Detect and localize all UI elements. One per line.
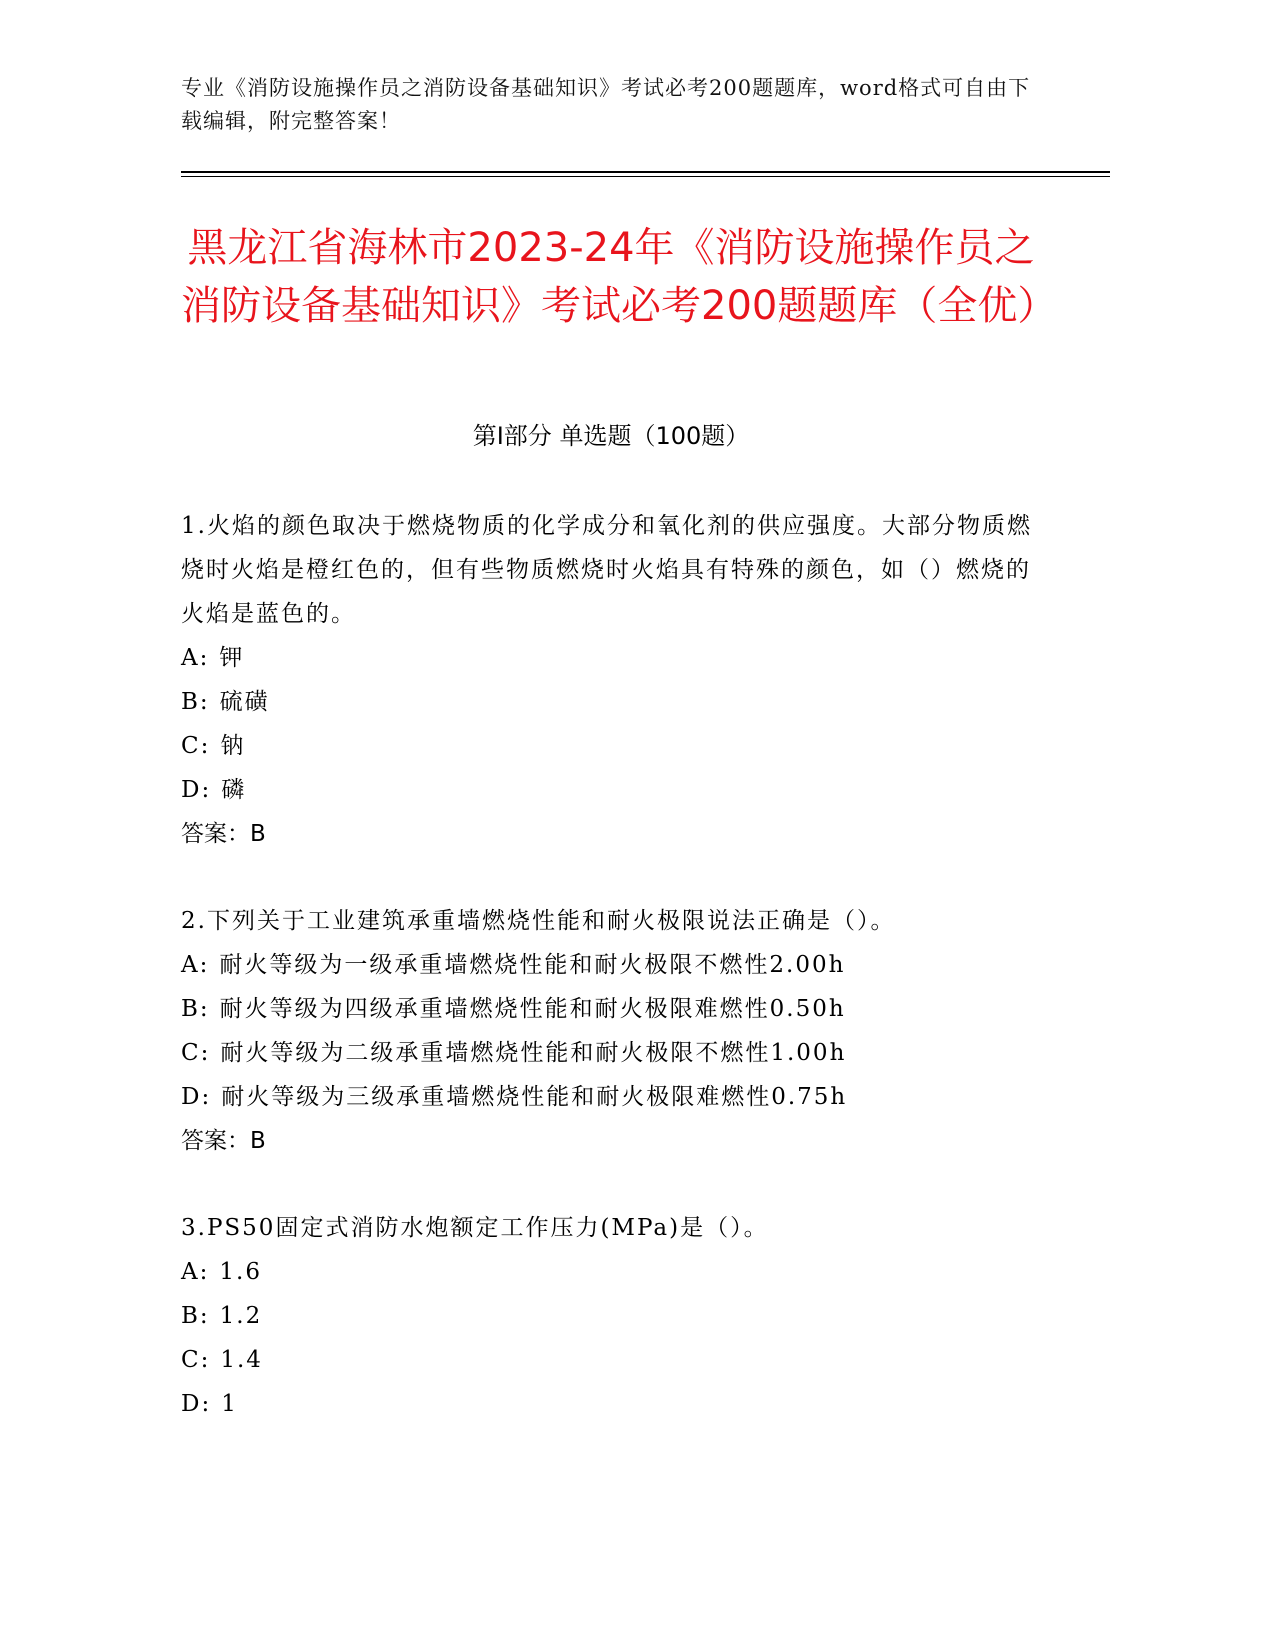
option-text: 1.6 <box>219 1259 262 1285</box>
question-stem: 3.PS50固定式消防水炮额定工作压力(MPa)是（）。 <box>181 1215 769 1241</box>
option-separator: : <box>201 777 212 803</box>
question-list <box>181 504 1041 1469</box>
option-letter: A <box>181 645 200 671</box>
option-text: 磷 <box>221 777 247 803</box>
option-b <box>181 987 1041 1031</box>
question-stem: 2.下列关于工业建筑承重墙燃烧性能和耐火极限说法正确是（）。 <box>181 908 896 934</box>
header-rule-thin <box>181 176 1110 177</box>
option-separator: : <box>201 1391 212 1417</box>
header-rule-thick <box>181 171 1110 173</box>
option-separator: : <box>200 733 211 759</box>
option-text: 耐火等级为四级承重墙燃烧性能和耐火极限难燃性0.50h <box>219 996 846 1022</box>
option-separator: : <box>200 1347 211 1373</box>
option-text: 1.4 <box>220 1347 263 1373</box>
header-note: 专业《消防设施操作员之消防设备基础知识》考试必考200题题库，word格式可自由下载编辑，附完整答案！ <box>181 76 1031 133</box>
question-3 <box>181 1206 1041 1426</box>
option-letter: B <box>181 689 200 715</box>
option-separator: : <box>199 996 210 1022</box>
option-a <box>181 636 1041 680</box>
option-separator: : <box>199 1259 210 1285</box>
option-text: 1 <box>221 1391 238 1417</box>
option-separator: : <box>199 689 210 715</box>
option-letter: A <box>181 952 200 978</box>
question-1 <box>181 504 1041 856</box>
option-letter: A <box>181 1259 200 1285</box>
section-heading: 第Ⅰ部分 单选题（100题） <box>472 422 750 450</box>
option-letter: B <box>181 996 200 1022</box>
option-text: 钠 <box>220 733 246 759</box>
option-b <box>181 1294 1041 1338</box>
option-text: 耐火等级为三级承重墙燃烧性能和耐火极限难燃性0.75h <box>221 1084 848 1110</box>
option-d <box>181 1075 1041 1119</box>
question-2 <box>181 899 1041 1163</box>
option-text: 硫磺 <box>219 689 270 715</box>
option-d <box>181 1382 1041 1426</box>
option-text: 耐火等级为一级承重墙燃烧性能和耐火极限不燃性2.00h <box>219 952 846 978</box>
option-separator: : <box>199 952 210 978</box>
answer: 答案：B <box>181 1128 266 1154</box>
answer: 答案：B <box>181 821 266 847</box>
option-letter: D <box>181 777 202 803</box>
option-letter: C <box>181 1347 201 1373</box>
option-text: 钾 <box>219 645 245 671</box>
question-stem: 1.火焰的颜色取决于燃烧物质的化学成分和氧化剂的供应强度。大部分物质燃烧时火焰是橙红色的，但有些物质燃烧时火焰具有特殊的颜色，如（）燃烧的火焰是蓝色的。 <box>181 513 1032 627</box>
option-c <box>181 724 1041 768</box>
option-separator: : <box>201 1084 212 1110</box>
document-title: 黑龙江省海林市2023-24年《消防设施操作员之消防设备基础知识》考试必考200题题库（全优） <box>181 225 1058 329</box>
option-letter: D <box>181 1084 202 1110</box>
option-letter: C <box>181 1040 201 1066</box>
option-separator: : <box>199 645 210 671</box>
option-separator: : <box>199 1303 210 1329</box>
option-c <box>181 1338 1041 1382</box>
option-text: 耐火等级为二级承重墙燃烧性能和耐火极限不燃性1.00h <box>220 1040 847 1066</box>
option-letter: D <box>181 1391 202 1417</box>
option-letter: B <box>181 1303 200 1329</box>
option-d <box>181 768 1041 812</box>
option-letter: C <box>181 733 201 759</box>
option-c <box>181 1031 1041 1075</box>
option-separator: : <box>200 1040 211 1066</box>
option-text: 1.2 <box>219 1303 263 1329</box>
option-a <box>181 1250 1041 1294</box>
option-a <box>181 943 1041 987</box>
option-b <box>181 680 1041 724</box>
